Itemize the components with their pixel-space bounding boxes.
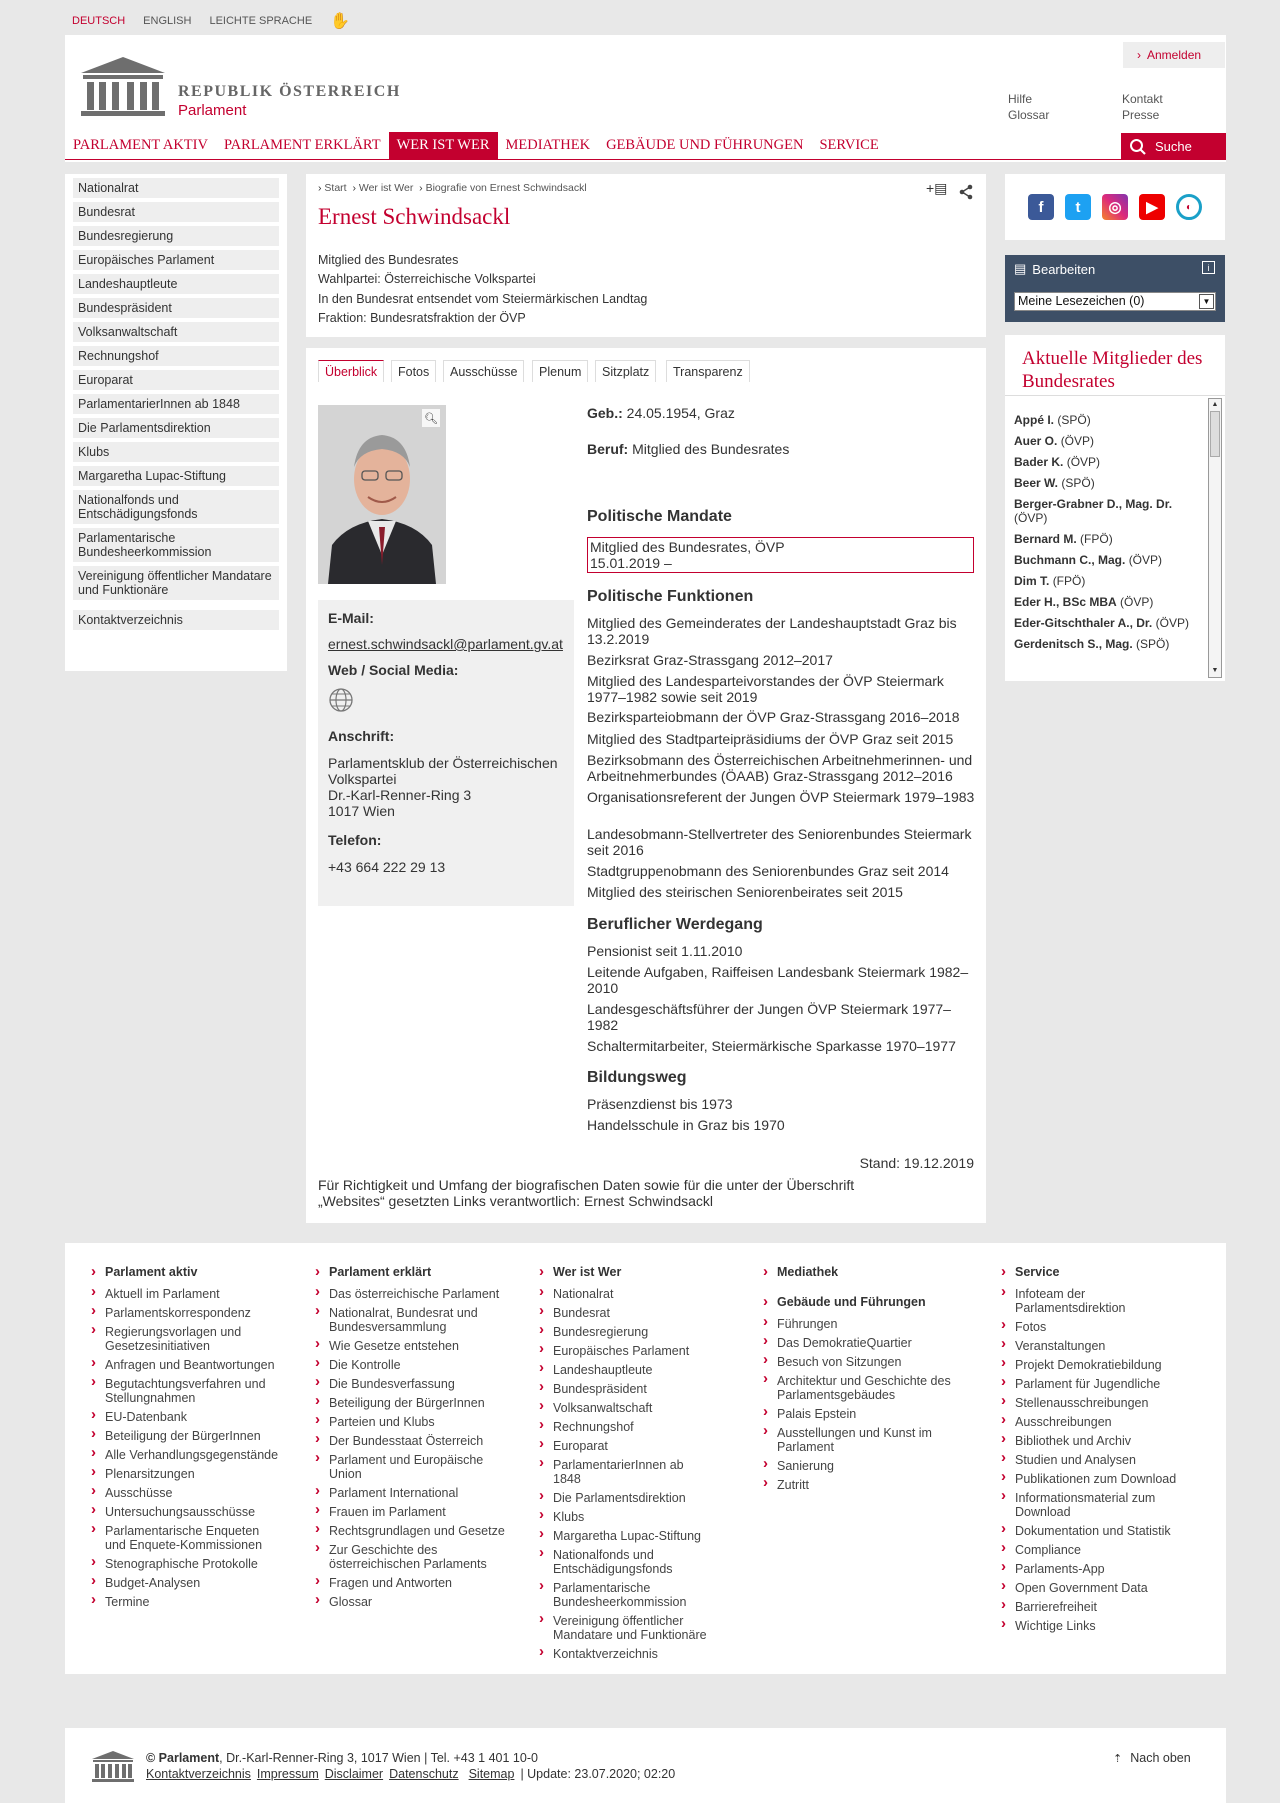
member-party: (FPÖ) bbox=[1052, 574, 1086, 588]
member-item[interactable] bbox=[1014, 497, 1202, 525]
arrow-up-icon: ⇡ bbox=[1113, 1752, 1123, 1765]
leftnav-item[interactable]: Kontaktverzeichnis bbox=[73, 610, 279, 630]
disclaimer-text: Für Richtigkeit und Umfang der biografischen Daten sowie für die unter der Überschrift „Websites“ gesetzten Links verantwortlich: Ernest Schwindsackl bbox=[318, 1177, 855, 1209]
tab-ausschuesse[interactable]: Ausschüsse bbox=[443, 360, 524, 382]
person-info-line: In den Bundesrat entsendet vom Steiermärkischen Landtag bbox=[318, 292, 648, 306]
function-item: Organisationsreferent der Jungen ÖVP Steiermark 1979–1983 bbox=[587, 789, 975, 805]
nav-gebaeude-fuehrungen[interactable]: GEBÄUDE UND FÜHRUNGEN bbox=[606, 137, 804, 153]
occupation-info bbox=[587, 441, 789, 457]
footer-link[interactable]: › Nationalfonds und Entschädigungsfonds bbox=[539, 1548, 689, 1576]
member-item[interactable] bbox=[1014, 616, 1202, 630]
footer-link[interactable]: › Glossar bbox=[315, 1595, 505, 1609]
member-item[interactable] bbox=[1014, 574, 1202, 588]
leftnav-item[interactable]: Europarat bbox=[73, 370, 279, 390]
leftnav-item[interactable]: Bundesrat bbox=[73, 202, 279, 222]
footer-link[interactable]: › Zur Geschichte des österreichischen Parlaments bbox=[315, 1543, 505, 1571]
members-title: Aktuelle Mitglieder des Bundesrates bbox=[1022, 348, 1203, 392]
footer-column-parlament-erklaert bbox=[315, 1265, 505, 1614]
footer-link[interactable]: › Compliance bbox=[1001, 1543, 1191, 1557]
copyright: © Parlament bbox=[146, 1751, 220, 1765]
footer-link[interactable]: › Kontaktverzeichnis bbox=[539, 1647, 729, 1661]
youtube-icon[interactable]: ▶ bbox=[1139, 194, 1165, 220]
function-item: Stadtgruppenobmann des Seniorenbundes Graz seit 2014 bbox=[587, 863, 949, 879]
members-list[interactable] bbox=[1014, 413, 1202, 675]
footer-link[interactable]: › Parteien und Klubs bbox=[315, 1415, 505, 1429]
members-panel bbox=[1005, 335, 1225, 681]
footer-link[interactable]: › Sanierung bbox=[763, 1459, 953, 1473]
footer-link[interactable]: › Publikationen zum Download bbox=[1001, 1472, 1191, 1486]
breadcrumb-start[interactable]: Start bbox=[324, 182, 347, 194]
back-to-top-button[interactable] bbox=[1113, 1751, 1191, 1765]
mandate-line: 15.01.2019 – bbox=[590, 555, 672, 571]
lang-leichte-sprache[interactable]: LEICHTE SPRACHE bbox=[209, 15, 313, 27]
section-heading-funktionen: Politische Funktionen bbox=[587, 588, 754, 605]
footer-link[interactable]: › Open Government Data bbox=[1001, 1581, 1191, 1595]
leftnav-item[interactable]: Vereinigung öffentlicher Mandatare und Funktionäre bbox=[73, 566, 279, 600]
tab-transparenz[interactable]: Transparenz bbox=[666, 360, 750, 382]
member-item[interactable] bbox=[1014, 637, 1202, 651]
footer-link[interactable]: › Parlament und Europäische Union bbox=[315, 1453, 505, 1481]
footer-link[interactable]: › Die Parlamentsdirektion bbox=[539, 1491, 729, 1505]
footer-link[interactable]: › Architektur und Geschichte des Parlamentsgebäudes bbox=[763, 1374, 953, 1402]
social-media-bar bbox=[1005, 174, 1225, 240]
info-icon[interactable]: i bbox=[1202, 261, 1215, 274]
footer-link[interactable]: › Parlamentarische Enqueten und Enquete-Kommissionen bbox=[91, 1524, 281, 1552]
footer-link[interactable]: › Europäisches Parlament bbox=[539, 1344, 729, 1358]
leftnav-item[interactable]: Die Parlamentsdirektion bbox=[73, 418, 279, 438]
member-item[interactable] bbox=[1014, 553, 1202, 567]
footer-link[interactable]: › Das österreichische Parlament bbox=[315, 1287, 505, 1301]
footer-link[interactable]: › Termine bbox=[91, 1595, 281, 1609]
address-line: Volkspartei bbox=[328, 771, 397, 787]
footer-link[interactable]: › Barrierefreiheit bbox=[1001, 1600, 1191, 1614]
function-item: Landesobmann-Stellvertreter des Seniorenbundes Steiermark seit 2016 bbox=[587, 826, 972, 858]
contact-link[interactable]: Kontakt bbox=[1122, 92, 1163, 106]
member-name: Appé I. bbox=[1014, 413, 1055, 427]
edit-label: Bearbeiten bbox=[1032, 261, 1096, 277]
scroll-down-icon[interactable]: ▼ bbox=[1211, 667, 1219, 674]
update-info: | Update: 23.07.2020; 02:20 bbox=[520, 1767, 676, 1781]
sign-language-icon[interactable]: ✋ bbox=[330, 13, 351, 30]
logo-title[interactable]: REPUBLIK ÖSTERREICH bbox=[178, 83, 401, 100]
address-line: Dr.-Karl-Renner-Ring 3 bbox=[328, 787, 472, 803]
footer-link[interactable]: › Zutritt bbox=[763, 1478, 953, 1492]
bookmark-add-icon[interactable]: +▤ bbox=[926, 180, 948, 196]
leftnav-item[interactable]: Volksanwaltschaft bbox=[73, 322, 279, 342]
member-name: Eder H., BSc MBA bbox=[1014, 595, 1117, 609]
member-item[interactable] bbox=[1014, 413, 1202, 427]
footer-link[interactable]: › Landeshauptleute bbox=[539, 1363, 729, 1377]
footer-link[interactable]: › Informationsmaterial zum Download bbox=[1001, 1491, 1191, 1519]
footer-link[interactable]: › Ausstellungen und Kunst im Parlament bbox=[763, 1426, 953, 1454]
member-item[interactable] bbox=[1014, 595, 1202, 609]
footer-link[interactable]: › Die Bundesverfassung bbox=[315, 1377, 505, 1391]
member-party: (ÖVP) bbox=[1155, 616, 1189, 630]
scrollbar-thumb[interactable] bbox=[1210, 411, 1220, 457]
tab-sitzplatz[interactable]: Sitzplatz bbox=[595, 360, 656, 382]
footer-link[interactable]: › Aktuell im Parlament bbox=[91, 1287, 281, 1301]
leftnav-item[interactable]: Klubs bbox=[73, 442, 279, 462]
tab-fotos[interactable]: Fotos bbox=[391, 360, 436, 382]
scroll-up-icon[interactable]: ▲ bbox=[1211, 401, 1219, 408]
footer-link[interactable]: › Nationalrat bbox=[539, 1287, 729, 1301]
back-to-top-label: Nach oben bbox=[1130, 1751, 1191, 1765]
section-heading-mandate: Politische Mandate bbox=[587, 508, 732, 525]
birth-label: Geb.: bbox=[587, 405, 623, 421]
member-party: (ÖVP) bbox=[1014, 511, 1048, 525]
footer-link[interactable]: › Stellenausschreibungen bbox=[1001, 1396, 1191, 1410]
person-photo[interactable] bbox=[318, 405, 446, 584]
main-navigation bbox=[65, 132, 1226, 160]
footer-link[interactable]: › Besuch von Sitzungen bbox=[763, 1355, 953, 1369]
link-disclaimer[interactable]: Disclaimer bbox=[324, 1767, 384, 1781]
footer-link[interactable]: › Begutachtungsverfahren und Stellungnahmen bbox=[91, 1377, 281, 1405]
leftnav-item[interactable]: Bundespräsident bbox=[73, 298, 279, 318]
function-item: Bezirksrat Graz-Strassgang 2012–2017 bbox=[587, 652, 833, 668]
press-link[interactable]: Presse bbox=[1122, 108, 1160, 122]
footer-link[interactable]: › Parlament International bbox=[315, 1486, 505, 1500]
parliament-small-logo-icon bbox=[91, 1750, 135, 1787]
members-scrollbar[interactable] bbox=[1208, 398, 1222, 678]
lang-english[interactable]: ENGLISH bbox=[143, 15, 192, 27]
footer-link[interactable]: › Parlament für Jugendliche bbox=[1001, 1377, 1191, 1391]
member-name: Bader K. bbox=[1014, 455, 1064, 469]
login-button[interactable] bbox=[1123, 42, 1225, 68]
leftnav-item[interactable]: Nationalrat bbox=[73, 178, 279, 198]
contact-box bbox=[318, 600, 574, 906]
footer-link[interactable]: › Das DemokratieQuartier bbox=[763, 1336, 953, 1350]
twitter-icon[interactable]: t bbox=[1065, 194, 1091, 220]
function-item: Mitglied des Stadtparteipräsidiums der ÖVP Graz seit 2015 bbox=[587, 731, 954, 747]
function-item: Bezirksobmann des Österreichischen Arbeitnehmerinnen- und Arbeitnehmerbundes (ÖAAB) Graz-Strassgang 2012–2016 bbox=[587, 752, 973, 784]
member-party: (SPÖ) bbox=[1136, 637, 1170, 651]
footer-link[interactable]: › Bundesrat bbox=[539, 1306, 729, 1320]
footer-link[interactable]: › Alle Verhandlungsgegenstände bbox=[91, 1448, 281, 1462]
footer-link[interactable]: › Bundespräsident bbox=[539, 1382, 729, 1396]
member-item[interactable] bbox=[1014, 476, 1202, 490]
footer-link[interactable]: › Fotos bbox=[1001, 1320, 1191, 1334]
occupation-label: Beruf: bbox=[587, 441, 629, 457]
left-sidebar-nav bbox=[65, 174, 287, 671]
bookmarks-select[interactable] bbox=[1014, 292, 1216, 311]
footer-link[interactable]: › Stenographische Protokolle bbox=[91, 1557, 281, 1571]
mandate-line: Mitglied des Bundesrates, ÖVP bbox=[590, 539, 785, 555]
footer-link[interactable]: › Klubs bbox=[539, 1510, 729, 1524]
login-label: Anmelden bbox=[1147, 48, 1202, 62]
footer-link[interactable]: › Bibliothek und Archiv bbox=[1001, 1434, 1191, 1448]
birth-info bbox=[587, 405, 735, 421]
address-label: Anschrift: bbox=[328, 728, 395, 744]
edit-panel bbox=[1005, 255, 1225, 322]
footer-link[interactable]: › Rechnungshof bbox=[539, 1420, 729, 1434]
footer-link[interactable]: › Studien und Analysen bbox=[1001, 1453, 1191, 1467]
member-item[interactable] bbox=[1014, 532, 1202, 546]
breadcrumb: › Start › Wer ist Wer › Biografie von Ernest Schwindsackl bbox=[318, 182, 587, 194]
copyright-line bbox=[146, 1751, 538, 1765]
member-name: Beer W. bbox=[1014, 476, 1059, 490]
member-name: Buchmann C., Mag. bbox=[1014, 553, 1126, 567]
lang-deutsch[interactable]: DEUTSCH bbox=[72, 15, 126, 27]
leftnav-item[interactable]: Nationalfonds und Entschädigungsfonds bbox=[73, 490, 279, 524]
site-footer bbox=[65, 1243, 1226, 1674]
footer-link[interactable]: › Parlamentarische Bundesheerkommission bbox=[539, 1581, 689, 1609]
site-header bbox=[65, 35, 1226, 162]
member-item[interactable] bbox=[1014, 455, 1202, 469]
tab-plenum[interactable]: Plenum bbox=[532, 360, 588, 382]
member-party: (SPÖ) bbox=[1057, 413, 1091, 427]
nav-service[interactable]: SERVICE bbox=[819, 137, 879, 153]
footer-column-parlament-aktiv bbox=[91, 1265, 281, 1614]
footer-link[interactable]: › Untersuchungsausschüsse bbox=[91, 1505, 281, 1519]
person-info-line: Fraktion: Bundesratsfraktion der ÖVP bbox=[318, 311, 526, 325]
footer-column-wer-ist-wer bbox=[539, 1265, 729, 1666]
footer-link[interactable]: › Rechtsgrundlagen und Gesetze bbox=[315, 1524, 505, 1538]
education-item: Präsenzdienst bis 1973 bbox=[587, 1096, 733, 1112]
footer-link[interactable]: › Parlaments-App bbox=[1001, 1562, 1191, 1576]
footer-link[interactable]: › Beteiligung der BürgerInnen bbox=[91, 1429, 281, 1443]
footer-link[interactable]: › Margaretha Lupac-Stiftung bbox=[539, 1529, 729, 1543]
bottom-bar bbox=[65, 1728, 1226, 1803]
address-line: 1017 Wien bbox=[328, 803, 395, 819]
nav-parlament-aktiv[interactable]: PARLAMENT AKTIV bbox=[73, 137, 208, 153]
footer-link[interactable]: › Nationalrat, Bundesrat und Bundesversammlung bbox=[315, 1306, 505, 1334]
footer-link[interactable]: › Dokumentation und Statistik bbox=[1001, 1524, 1191, 1538]
person-header-card bbox=[306, 174, 986, 337]
education-item: Handelsschule in Graz bis 1970 bbox=[587, 1117, 785, 1133]
footer-link[interactable]: › EU-Datenbank bbox=[91, 1410, 281, 1424]
page-title: Ernest Schwindsackl bbox=[318, 204, 511, 229]
phone-number: +43 664 222 29 13 bbox=[328, 859, 446, 875]
link-datenschutz[interactable]: Datenschutz bbox=[389, 1767, 459, 1781]
footer-heading[interactable]: › Service bbox=[1001, 1265, 1191, 1279]
footer-column-mediathek bbox=[763, 1265, 953, 1497]
member-party: (ÖVP) bbox=[1120, 595, 1154, 609]
member-party: (ÖVP) bbox=[1066, 455, 1101, 469]
section-heading-werdegang: Beruflicher Werdegang bbox=[587, 916, 763, 933]
leftnav-item[interactable]: Parlamentarische Bundesheerkommission bbox=[73, 528, 279, 562]
footer-link[interactable]: › Veranstaltungen bbox=[1001, 1339, 1191, 1353]
email-link[interactable]: ernest.schwindsackl@parlament.gv.at bbox=[328, 636, 563, 652]
member-name: Gerdenitsch S., Mag. bbox=[1014, 637, 1133, 651]
footer-link[interactable]: › Volksanwaltschaft bbox=[539, 1401, 729, 1415]
leftnav-item[interactable]: Bundesregierung bbox=[73, 226, 279, 246]
member-party: (ÖVP) bbox=[1128, 553, 1163, 567]
footer-link[interactable]: › ParlamentarierInnen ab 1848 bbox=[539, 1458, 689, 1486]
member-name: Auer O. bbox=[1014, 434, 1058, 448]
edit-header bbox=[1014, 261, 1095, 277]
tab-ueberblick[interactable]: Überblick bbox=[318, 360, 384, 382]
search-button[interactable] bbox=[1121, 133, 1226, 160]
footer-heading[interactable]: › Gebäude und Führungen bbox=[763, 1295, 953, 1309]
nav-parlament-erklaert[interactable]: PARLAMENT ERKLÄRT bbox=[223, 137, 381, 153]
link-sitemap[interactable]: Sitemap bbox=[468, 1767, 515, 1781]
footer-heading[interactable]: › Parlament aktiv bbox=[91, 1265, 281, 1279]
birth-value: 24.05.1954, Graz bbox=[626, 405, 735, 421]
footer-link[interactable]: › Ausschreibungen bbox=[1001, 1415, 1191, 1429]
edit-icon: ▤ bbox=[1014, 261, 1027, 276]
leftnav-item[interactable]: Rechnungshof bbox=[73, 346, 279, 366]
globe-icon[interactable] bbox=[328, 687, 564, 718]
member-party: (ÖVP) bbox=[1060, 434, 1095, 448]
function-item: Bezirksparteiobmann der ÖVP Graz-Strassgang 2016–2018 bbox=[587, 709, 960, 725]
career-item: Pensionist seit 1.11.2010 bbox=[587, 943, 743, 959]
web-label: Web / Social Media: bbox=[328, 662, 459, 678]
person-info-line: Mitglied des Bundesrates bbox=[318, 253, 459, 267]
footer-link[interactable]: › Beteiligung der BürgerInnen bbox=[315, 1396, 505, 1410]
footer-link[interactable]: › Frauen im Parlament bbox=[315, 1505, 505, 1519]
person-details-card bbox=[306, 348, 986, 1223]
occupation-value: Mitglied des Bundesrates bbox=[632, 441, 790, 457]
footer-link[interactable]: › Führungen bbox=[763, 1317, 953, 1331]
footer-heading[interactable]: › Parlament erklärt bbox=[315, 1265, 505, 1279]
logo-subtitle[interactable]: Parlament bbox=[178, 102, 247, 119]
facebook-icon[interactable]: f bbox=[1028, 194, 1054, 220]
chevron-down-icon[interactable]: ▼ bbox=[1199, 294, 1214, 309]
member-party: (FPÖ) bbox=[1080, 532, 1113, 546]
footer-link[interactable]: › Projekt Demokratiebildung bbox=[1001, 1358, 1191, 1372]
nav-mediathek[interactable]: MEDIATHEK bbox=[505, 137, 591, 153]
footer-column-service bbox=[1001, 1265, 1191, 1638]
member-item[interactable] bbox=[1014, 434, 1202, 448]
function-item: Mitglied des Landesparteivorstandes der ÖVP Steiermark 1977–1982 sowie seit 2019 bbox=[587, 673, 944, 705]
parliament-logo-icon[interactable] bbox=[79, 55, 167, 117]
footer-heading[interactable]: › Mediathek bbox=[763, 1265, 953, 1279]
footer-link[interactable]: › Plenarsitzungen bbox=[91, 1467, 281, 1481]
footer-link[interactable]: › Parlamentskorrespondenz bbox=[91, 1306, 281, 1320]
career-item: Leitende Aufgaben, Raiffeisen Landesbank Steiermark 1982–2010 bbox=[587, 964, 969, 996]
function-item: Mitglied des steirischen Seniorenbeirates seit 2015 bbox=[587, 884, 903, 900]
link-kontaktverzeichnis[interactable]: Kontaktverzeichnis bbox=[146, 1767, 251, 1781]
footer-link[interactable]: › Vereinigung öffentlicher Mandatare und Funktionäre bbox=[539, 1614, 729, 1642]
footer-link[interactable]: › Der Bundesstaat Österreich bbox=[315, 1434, 505, 1448]
glossary-link[interactable]: Glossar bbox=[1008, 108, 1050, 122]
breadcrumb-wer-ist-wer[interactable]: Wer ist Wer bbox=[358, 182, 414, 194]
search-icon bbox=[1129, 138, 1147, 156]
footer-link[interactable]: › Infoteam der Parlamentsdirektion bbox=[1001, 1287, 1191, 1315]
last-updated: Stand: 19.12.2019 bbox=[859, 1155, 974, 1171]
section-heading-bildung: Bildungsweg bbox=[587, 1069, 687, 1086]
leftnav-item[interactable]: Europäisches Parlament bbox=[73, 250, 279, 270]
bookmarks-select-value: Meine Lesezeichen (0) bbox=[1018, 294, 1145, 308]
footer-link[interactable]: › Regierungsvorlagen und Gesetzesinitiativen bbox=[91, 1325, 281, 1353]
mandate-box bbox=[587, 537, 974, 573]
demokratie-webforum-icon[interactable]: ◐ bbox=[1176, 194, 1202, 220]
footer-link[interactable]: › Wichtige Links bbox=[1001, 1619, 1191, 1633]
footer-link[interactable]: › Die Kontrolle bbox=[315, 1358, 505, 1372]
footer-heading[interactable]: › Wer ist Wer bbox=[539, 1265, 729, 1279]
address-line: Parlamentsklub der Österreichischen bbox=[328, 755, 558, 771]
career-item: Landesgeschäftsführer der Jungen ÖVP Steiermark 1977–1982 bbox=[587, 1001, 951, 1033]
language-bar bbox=[72, 14, 350, 28]
instagram-icon[interactable]: ◎ bbox=[1102, 194, 1128, 220]
footer-link[interactable]: › Palais Epstein bbox=[763, 1407, 953, 1421]
phone-label: Telefon: bbox=[328, 832, 382, 848]
member-name: Dim T. bbox=[1014, 574, 1050, 588]
footer-link[interactable]: › Wie Gesetze entstehen bbox=[315, 1339, 505, 1353]
link-impressum[interactable]: Impressum bbox=[256, 1767, 319, 1781]
member-party: (SPÖ) bbox=[1061, 476, 1095, 490]
breadcrumb-current: Biografie von Ernest Schwindsackl bbox=[425, 182, 587, 194]
career-item: Schaltermitarbeiter, Steiermärkische Sparkasse 1970–1977 bbox=[587, 1038, 956, 1054]
search-label: Suche bbox=[1155, 139, 1192, 154]
help-link[interactable]: Hilfe bbox=[1008, 92, 1033, 106]
zoom-icon[interactable]: 🔍︎ bbox=[422, 409, 440, 427]
share-icon[interactable] bbox=[958, 184, 974, 205]
bottom-address: , Dr.-Karl-Renner-Ring 3, 1017 Wien | Tel. +43 1 401 10-0 bbox=[219, 1751, 538, 1765]
chevron-right-icon: › bbox=[1137, 48, 1141, 62]
footer-link[interactable]: › Ausschüsse bbox=[91, 1486, 281, 1500]
leftnav-item[interactable]: ParlamentarierInnen ab 1848 bbox=[73, 394, 279, 414]
function-item: Mitglied des Gemeinderates der Landeshauptstadt Graz bis 13.2.2019 bbox=[587, 615, 957, 647]
footer-link[interactable]: › Anfragen und Beantwortungen bbox=[91, 1358, 281, 1372]
leftnav-item[interactable]: Landeshauptleute bbox=[73, 274, 279, 294]
footer-link[interactable]: › Europarat bbox=[539, 1439, 729, 1453]
legal-links bbox=[146, 1767, 675, 1781]
member-name: Eder-Gitschthaler A., Dr. bbox=[1014, 616, 1153, 630]
email-label: E-Mail: bbox=[328, 610, 374, 626]
leftnav-item[interactable]: Margaretha Lupac-Stiftung bbox=[73, 466, 279, 486]
footer-link[interactable]: › Budget-Analysen bbox=[91, 1576, 281, 1590]
footer-link[interactable]: › Fragen und Antworten bbox=[315, 1576, 505, 1590]
nav-wer-ist-wer[interactable]: WER IST WER bbox=[389, 132, 498, 159]
member-name: Bernard M. bbox=[1014, 532, 1077, 546]
member-name: Berger-Grabner D., Mag. Dr. bbox=[1014, 497, 1173, 511]
footer-link[interactable]: › Bundesregierung bbox=[539, 1325, 729, 1339]
person-info-line: Wahlpartei: Österreichische Volkspartei bbox=[318, 272, 536, 286]
